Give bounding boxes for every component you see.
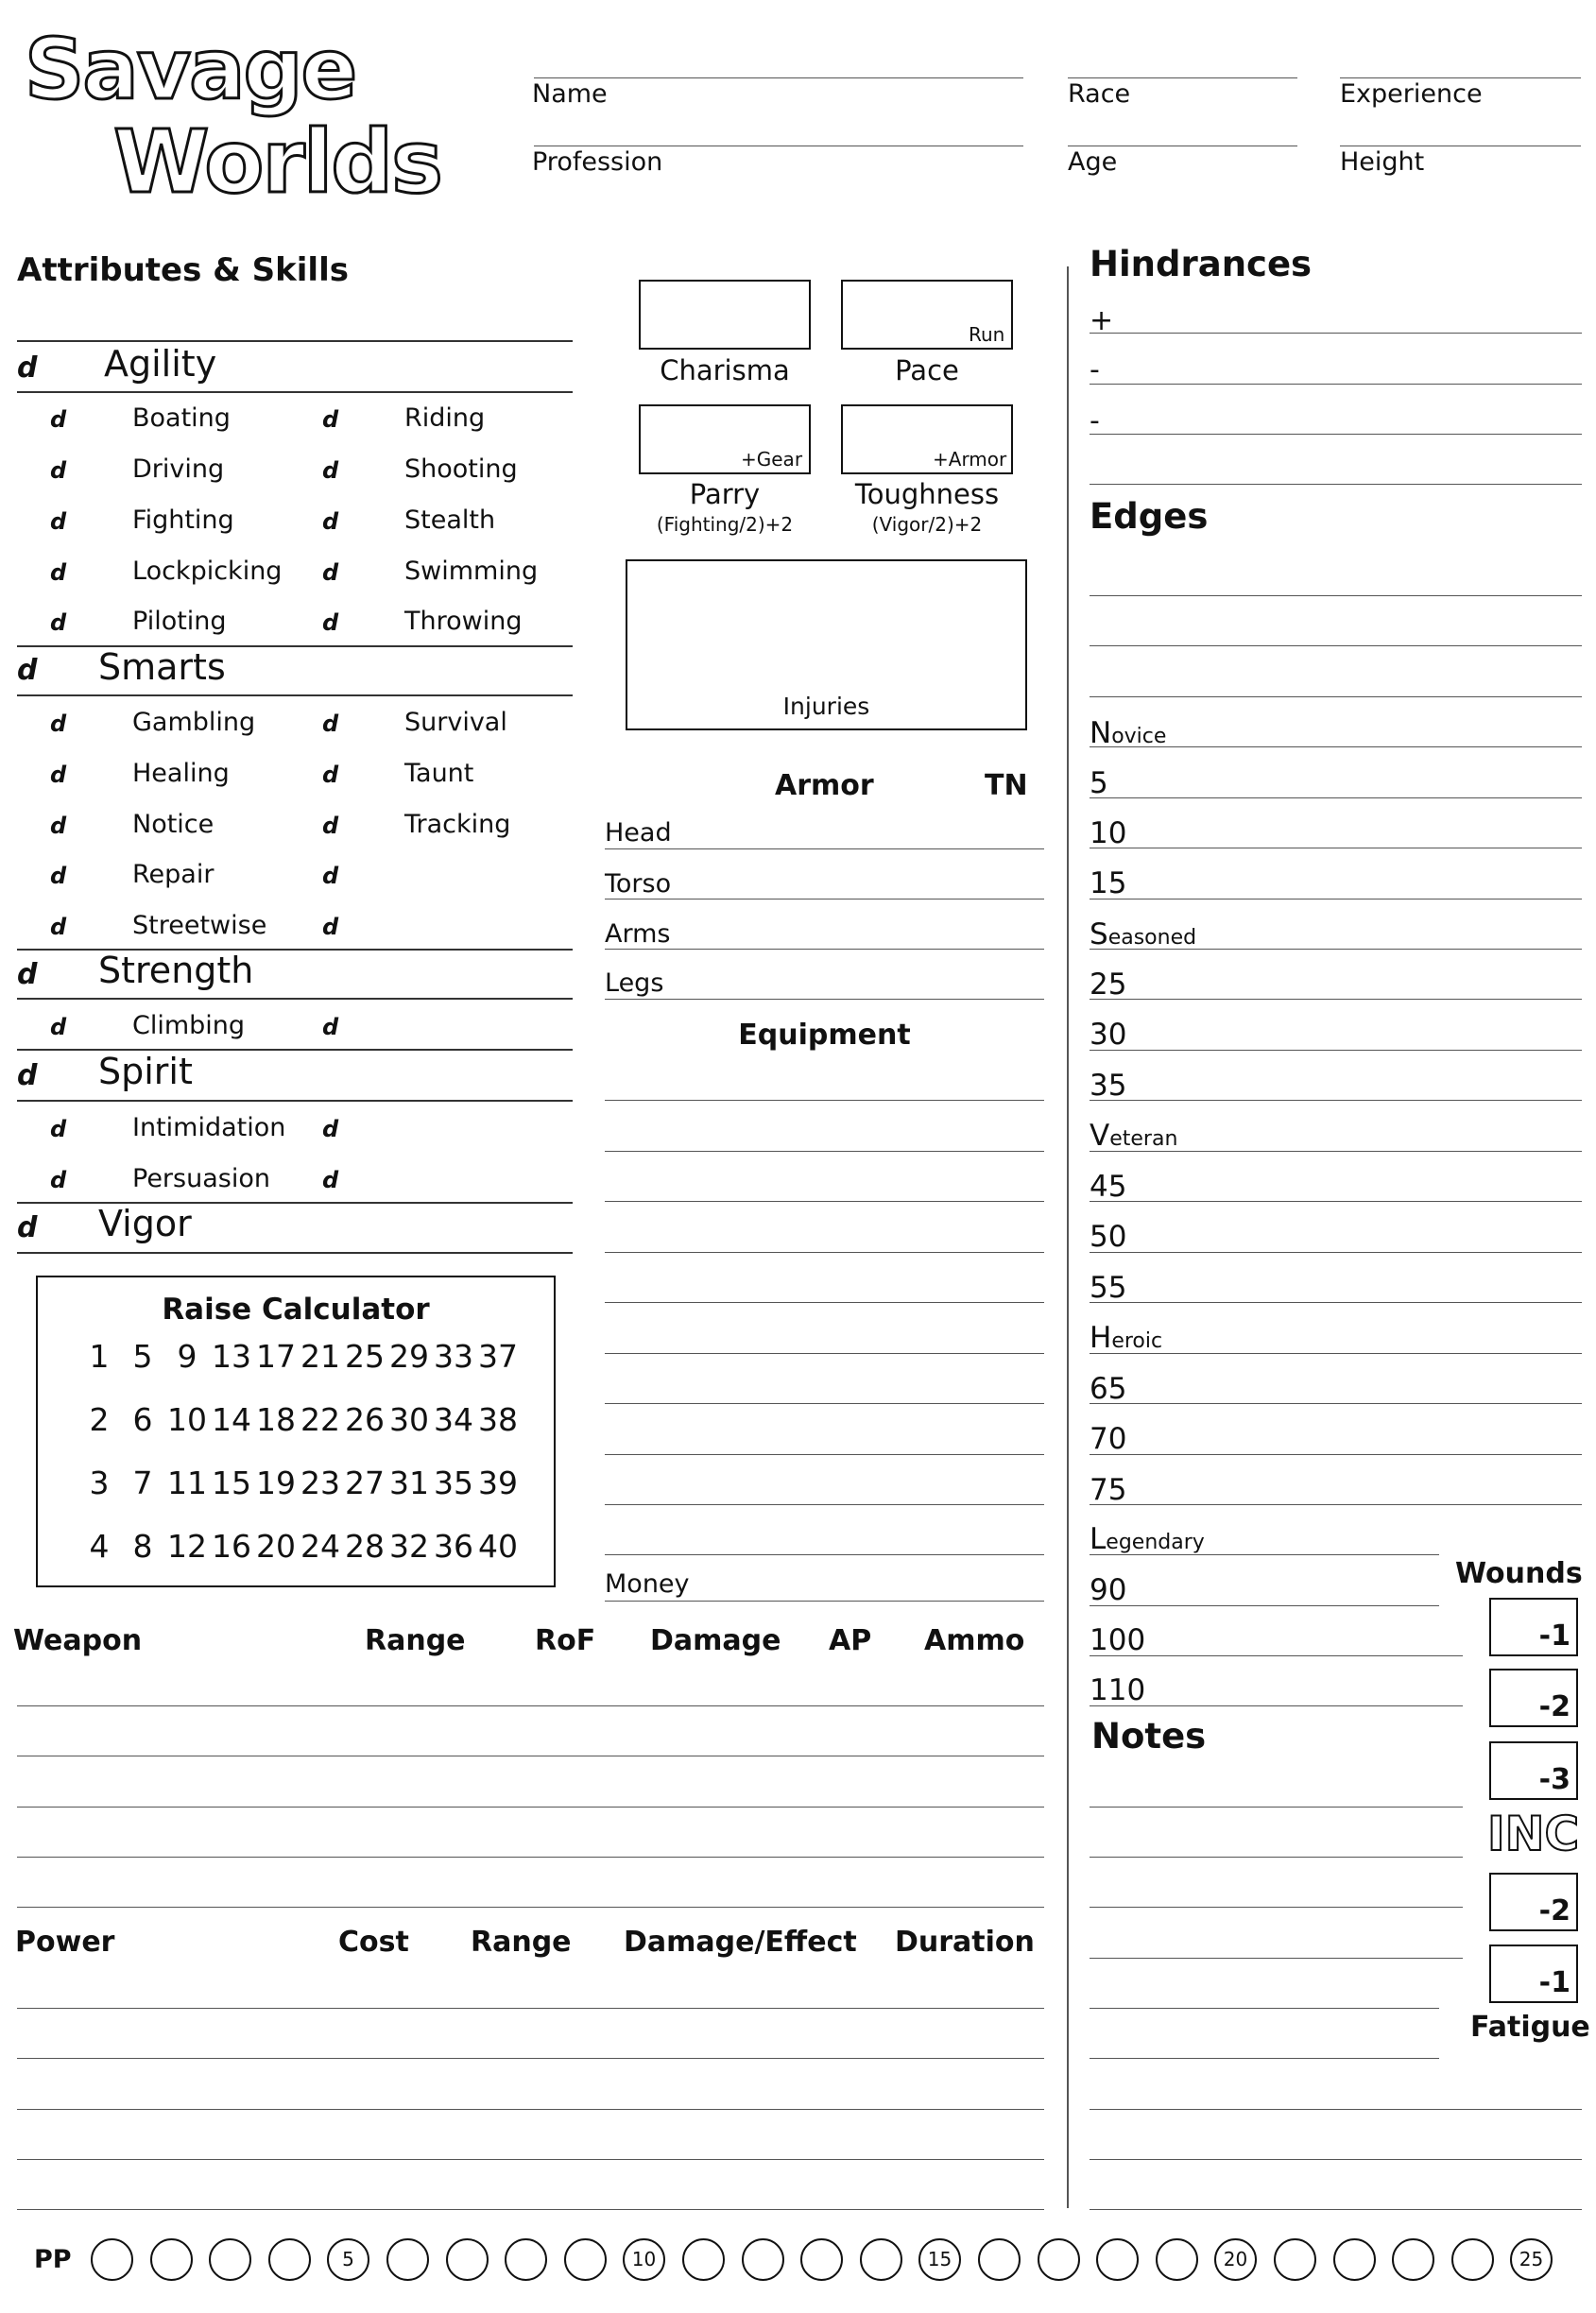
hindrance-line[interactable] <box>1090 434 1582 435</box>
hindrances-heading: Hindrances <box>1090 244 1313 284</box>
raise-number: 13 <box>212 1338 251 1375</box>
raise-number: 34 <box>434 1401 473 1438</box>
strength-label: Strength <box>98 950 254 991</box>
rank-rest: egendary <box>1106 1531 1205 1554</box>
power-point-circle[interactable] <box>268 2238 311 2281</box>
armor-arms-line[interactable] <box>605 949 1044 950</box>
raise-number: 25 <box>345 1338 385 1375</box>
wound-box-3[interactable] <box>1489 1741 1578 1800</box>
raise-number: 2 <box>89 1401 110 1438</box>
raise-number: 5 <box>132 1338 153 1375</box>
rank-rest: easoned <box>1107 926 1197 950</box>
skill-swimming: Swimming <box>404 557 539 586</box>
raise-number: 8 <box>132 1528 153 1565</box>
wounds-heading: Wounds <box>1455 1557 1583 1590</box>
power-line[interactable] <box>17 2008 1044 2009</box>
armor-legs-label: Legs <box>605 968 664 998</box>
edge-line[interactable] <box>1090 696 1582 697</box>
charisma-label: Charisma <box>660 354 790 386</box>
hindrance-major-mark: + <box>1090 304 1114 337</box>
fatigue-box-2[interactable] <box>1489 1873 1578 1931</box>
wound-penalty: -3 <box>1538 1763 1570 1796</box>
power-point-circle[interactable] <box>209 2238 251 2281</box>
skill-die[interactable]: d <box>322 762 339 788</box>
power-point-circle[interactable] <box>978 2238 1021 2281</box>
advance-xp: 30 <box>1090 1018 1127 1052</box>
column-divider <box>1067 266 1069 2208</box>
equipment-heading: Equipment <box>738 1019 911 1052</box>
spirit-die[interactable]: d <box>17 1059 38 1092</box>
power-point-circle[interactable]: 5 <box>327 2238 369 2281</box>
power-line[interactable] <box>17 2209 1044 2210</box>
advance-xp: 50 <box>1090 1220 1127 1254</box>
notes-line[interactable] <box>1090 1907 1463 1908</box>
notes-line[interactable] <box>1090 2209 1582 2210</box>
skill-die[interactable]: d <box>50 1167 67 1193</box>
skill-persuasion: Persuasion <box>132 1164 270 1193</box>
raise-number: 12 <box>167 1528 207 1565</box>
power-point-circle[interactable] <box>1096 2238 1139 2281</box>
injuries-label: Injuries <box>782 693 870 720</box>
advance-line[interactable] <box>1090 1100 1582 1101</box>
agility-label: Agility <box>104 343 217 385</box>
raise-number: 35 <box>434 1465 473 1501</box>
skill-piloting: Piloting <box>132 607 227 636</box>
weapon-line[interactable] <box>17 1857 1044 1858</box>
power-range-header: Range <box>471 1926 572 1959</box>
skill-fighting: Fighting <box>132 505 234 535</box>
power-line[interactable] <box>17 2159 1044 2160</box>
hindrance-minor-mark: - <box>1090 404 1100 437</box>
raise-number: 15 <box>212 1465 251 1501</box>
power-point-circle[interactable] <box>800 2238 843 2281</box>
raise-number: 6 <box>132 1401 153 1438</box>
skill-die[interactable]: d <box>322 1116 339 1142</box>
raise-number: 20 <box>256 1528 296 1565</box>
rank-rest: eteran <box>1109 1127 1178 1151</box>
power-line[interactable] <box>17 2109 1044 2110</box>
skill-die[interactable]: d <box>50 508 67 535</box>
skill-survival: Survival <box>404 708 507 737</box>
rank-veteran <box>1090 1119 1177 1153</box>
advance-line[interactable] <box>1090 1302 1582 1303</box>
equipment-line[interactable] <box>605 1403 1044 1404</box>
wound-penalty: -2 <box>1538 1690 1570 1723</box>
height-label: Height <box>1340 147 1425 177</box>
advance-line[interactable] <box>1090 1454 1582 1455</box>
skill-boating: Boating <box>132 403 231 433</box>
logo-savage: Savage <box>25 21 356 118</box>
armor-torso-line[interactable] <box>605 899 1044 900</box>
armor-heading: Armor <box>775 769 874 802</box>
raise-number: 14 <box>212 1401 251 1438</box>
fatigue-box-1[interactable] <box>1489 1945 1578 2003</box>
rank-heroic <box>1090 1321 1162 1355</box>
advance-xp: 55 <box>1090 1271 1127 1305</box>
run-label: Run <box>969 323 1005 346</box>
power-point-circle[interactable] <box>91 2238 133 2281</box>
experience-line[interactable] <box>1340 77 1581 78</box>
advance-xp: 100 <box>1090 1623 1146 1657</box>
strength-die[interactable]: d <box>17 958 38 991</box>
power-point-circle[interactable]: 25 <box>1510 2238 1553 2281</box>
raise-number: 36 <box>434 1528 473 1565</box>
wound-box-2[interactable] <box>1489 1669 1578 1727</box>
advance-line[interactable] <box>1090 1605 1439 1606</box>
skill-notice: Notice <box>132 810 215 839</box>
skill-repair: Repair <box>132 860 215 889</box>
power-point-circle[interactable] <box>446 2238 489 2281</box>
advance-xp: 15 <box>1090 866 1127 900</box>
name-line[interactable] <box>534 77 1023 78</box>
skill-die[interactable]: d <box>50 1116 67 1142</box>
advance-line[interactable] <box>1090 746 1582 747</box>
skill-throwing: Throwing <box>404 607 523 636</box>
skill-die[interactable]: d <box>50 914 67 940</box>
skill-tracking: Tracking <box>404 810 511 839</box>
profession-label: Profession <box>532 147 663 177</box>
advance-line[interactable] <box>1090 1050 1582 1051</box>
parry-gear-label: +Gear <box>741 448 803 471</box>
equipment-line[interactable] <box>605 1353 1044 1354</box>
skill-riding: Riding <box>404 403 486 433</box>
skill-gambling: Gambling <box>132 708 256 737</box>
toughness-formula: (Vigor/2)+2 <box>871 513 983 536</box>
notes-line[interactable] <box>1090 2159 1582 2160</box>
rank-initial: H <box>1090 1321 1112 1355</box>
advance-xp: 75 <box>1090 1473 1127 1507</box>
armor-torso-label: Torso <box>605 869 672 899</box>
equipment-line[interactable] <box>605 1201 1044 1202</box>
skill-die[interactable]: d <box>50 609 67 636</box>
toughness-armor-label: +Armor <box>933 448 1007 471</box>
rank-legendary <box>1090 1522 1205 1556</box>
power-point-circle[interactable] <box>1333 2238 1376 2281</box>
skill-die[interactable]: d <box>50 1014 67 1040</box>
power-point-circle[interactable] <box>742 2238 784 2281</box>
skill-die[interactable]: d <box>50 813 67 839</box>
notes-line[interactable] <box>1090 2109 1582 2110</box>
armor-head-line[interactable] <box>605 848 1044 849</box>
armor-arms-label: Arms <box>605 919 671 949</box>
tn-heading: TN <box>985 769 1028 802</box>
raise-number: 1 <box>89 1338 110 1375</box>
advance-line[interactable] <box>1090 1353 1582 1354</box>
power-point-circle[interactable] <box>1392 2238 1434 2281</box>
raise-number: 32 <box>389 1528 429 1565</box>
rank-novice <box>1090 716 1166 750</box>
skill-healing: Healing <box>132 759 230 788</box>
raise-number: 27 <box>345 1465 385 1501</box>
skill-die[interactable]: d <box>322 508 339 535</box>
cost-header: Cost <box>338 1926 409 1959</box>
advance-xp: 90 <box>1090 1573 1127 1607</box>
ammo-header: Ammo <box>924 1624 1025 1657</box>
hindrance-line[interactable] <box>1090 384 1582 385</box>
vigor-label: Vigor <box>98 1203 192 1244</box>
armor-legs-line[interactable] <box>605 999 1044 1000</box>
pace-label: Pace <box>895 354 959 386</box>
fatigue-heading: Fatigue <box>1470 2011 1590 2044</box>
armor-head-label: Head <box>605 818 672 848</box>
edge-line[interactable] <box>1090 645 1582 646</box>
skill-climbing: Climbing <box>132 1011 246 1040</box>
spirit-label: Spirit <box>98 1051 193 1092</box>
wound-penalty: -1 <box>1538 1619 1570 1653</box>
skill-lockpicking: Lockpicking <box>132 557 283 586</box>
raise-number: 33 <box>434 1338 473 1375</box>
advance-xp: 25 <box>1090 968 1127 1002</box>
toughness-label: Toughness <box>854 478 1000 510</box>
advance-xp: 70 <box>1090 1422 1127 1456</box>
advance-line[interactable] <box>1090 999 1582 1000</box>
equipment-line[interactable] <box>605 1302 1044 1303</box>
race-label: Race <box>1068 79 1131 109</box>
power-point-circle[interactable] <box>1038 2238 1080 2281</box>
power-point-circle[interactable]: 20 <box>1214 2238 1257 2281</box>
weapon-line[interactable] <box>17 1907 1044 1908</box>
raise-number: 37 <box>478 1338 518 1375</box>
advance-line[interactable] <box>1090 1655 1463 1656</box>
raise-number: 9 <box>177 1338 197 1375</box>
advance-xp: 45 <box>1090 1170 1127 1204</box>
notes-line[interactable] <box>1090 1958 1463 1959</box>
raise-number: 30 <box>389 1401 429 1438</box>
hindrance-minor-mark: - <box>1090 353 1100 386</box>
divider <box>17 391 573 393</box>
equipment-line[interactable] <box>605 1504 1044 1505</box>
weapon-line[interactable] <box>17 1807 1044 1808</box>
raise-number: 24 <box>300 1528 340 1565</box>
skill-stealth: Stealth <box>404 505 496 535</box>
rank-rest: eroic <box>1111 1329 1163 1353</box>
skill-die[interactable]: d <box>50 711 67 737</box>
age-label: Age <box>1068 147 1118 177</box>
skill-streetwise: Streetwise <box>132 911 267 940</box>
equipment-line[interactable] <box>605 1252 1044 1253</box>
raise-number: 29 <box>389 1338 429 1375</box>
rank-rest: ovice <box>1111 725 1167 748</box>
skill-die[interactable]: d <box>322 1167 339 1193</box>
notes-line[interactable] <box>1090 2058 1439 2059</box>
edges-heading: Edges <box>1090 496 1209 537</box>
vigor-die[interactable]: d <box>17 1211 38 1244</box>
name-label: Name <box>532 79 608 109</box>
skill-die[interactable]: d <box>50 762 67 788</box>
range-header: Range <box>365 1624 466 1657</box>
skill-driving: Driving <box>132 454 225 484</box>
power-point-circle[interactable] <box>505 2238 547 2281</box>
hindrance-line[interactable] <box>1090 333 1582 334</box>
ap-header: AP <box>829 1624 872 1657</box>
rof-header: RoF <box>535 1624 596 1657</box>
power-point-circle[interactable] <box>386 2238 429 2281</box>
power-header: Power <box>15 1926 115 1959</box>
raise-number: 3 <box>89 1465 110 1501</box>
rank-initial: L <box>1090 1522 1107 1556</box>
skill-die[interactable]: d <box>322 457 339 484</box>
notes-line[interactable] <box>1090 1807 1463 1808</box>
advance-line[interactable] <box>1090 1151 1582 1152</box>
weapon-line[interactable] <box>17 1705 1044 1706</box>
parry-formula: (Fighting/2)+2 <box>656 513 794 536</box>
smarts-die[interactable]: d <box>17 654 38 687</box>
skill-die[interactable]: d <box>322 559 339 586</box>
raise-number: 23 <box>300 1465 340 1501</box>
weapon-header: Weapon <box>13 1624 143 1657</box>
skill-die[interactable]: d <box>50 863 67 889</box>
logo-worlds: Worlds <box>113 111 441 213</box>
advance-line[interactable] <box>1090 797 1582 798</box>
fatigue-penalty: -1 <box>1538 1966 1570 1999</box>
damage-header: Damage <box>650 1624 781 1657</box>
equipment-line[interactable] <box>605 1151 1044 1152</box>
smarts-label: Smarts <box>98 646 226 688</box>
skill-shooting: Shooting <box>404 454 518 484</box>
power-point-circle[interactable] <box>1451 2238 1494 2281</box>
raise-number: 38 <box>478 1401 518 1438</box>
charisma-box[interactable] <box>639 280 811 350</box>
raise-number: 7 <box>132 1465 153 1501</box>
hindrance-line[interactable] <box>1090 484 1582 485</box>
divider <box>17 1100 573 1102</box>
notes-line[interactable] <box>1090 2008 1439 2009</box>
skill-die[interactable]: d <box>50 406 67 433</box>
advance-line[interactable] <box>1090 1201 1582 1202</box>
advance-xp: 5 <box>1090 766 1108 800</box>
power-point-circle[interactable]: 15 <box>918 2238 961 2281</box>
agility-die[interactable]: d <box>17 351 38 385</box>
advance-xp: 10 <box>1090 816 1127 850</box>
advance-xp: 65 <box>1090 1372 1127 1406</box>
damage-effect-header: Damage/Effect <box>624 1926 857 1959</box>
advance-xp: 110 <box>1090 1673 1146 1707</box>
notes-line[interactable] <box>1090 1857 1463 1858</box>
edge-line[interactable] <box>1090 595 1582 596</box>
skill-die[interactable]: d <box>50 559 67 586</box>
power-point-circle[interactable]: 10 <box>623 2238 665 2281</box>
advance-line[interactable] <box>1090 1252 1582 1253</box>
skill-die[interactable]: d <box>322 1014 339 1040</box>
power-point-circle[interactable] <box>682 2238 725 2281</box>
raise-number: 11 <box>167 1465 207 1501</box>
raise-number: 28 <box>345 1528 385 1565</box>
parry-label: Parry <box>689 478 761 510</box>
equipment-line[interactable] <box>605 1454 1044 1455</box>
rank-initial: N <box>1090 716 1112 750</box>
money-line[interactable] <box>605 1601 1044 1602</box>
race-line[interactable] <box>1068 77 1297 78</box>
skill-die[interactable]: d <box>322 914 339 940</box>
power-point-circle[interactable] <box>1156 2238 1198 2281</box>
advance-line[interactable] <box>1090 899 1582 900</box>
raise-number: 4 <box>89 1528 110 1565</box>
divider <box>17 1252 573 1254</box>
power-point-circle[interactable] <box>564 2238 607 2281</box>
divider <box>17 694 573 696</box>
raise-number: 22 <box>300 1401 340 1438</box>
skill-die[interactable]: d <box>50 457 67 484</box>
notes-heading: Notes <box>1091 1716 1207 1756</box>
advance-xp: 35 <box>1090 1069 1127 1103</box>
skill-intimidation: Intimidation <box>132 1113 286 1142</box>
experience-label: Experience <box>1340 79 1483 109</box>
raise-number: 21 <box>300 1338 340 1375</box>
rank-seasoned <box>1090 917 1196 951</box>
raise-number: 40 <box>478 1528 518 1565</box>
rank-initial: V <box>1090 1119 1110 1153</box>
raise-number: 16 <box>212 1528 251 1565</box>
pp-label: PP <box>34 2245 72 2274</box>
raise-number: 18 <box>256 1401 296 1438</box>
power-line[interactable] <box>17 2058 1044 2059</box>
divider <box>17 340 573 342</box>
skill-die[interactable]: d <box>322 863 339 889</box>
fatigue-penalty: -2 <box>1538 1894 1570 1928</box>
raise-number: 39 <box>478 1465 518 1501</box>
power-point-circle[interactable] <box>1274 2238 1316 2281</box>
equipment-line[interactable] <box>605 1554 1044 1555</box>
raise-calculator-title: Raise Calculator <box>162 1293 430 1327</box>
skill-die[interactable]: d <box>322 813 339 839</box>
raise-number: 10 <box>167 1401 207 1438</box>
raise-number: 19 <box>256 1465 296 1501</box>
advance-line[interactable] <box>1090 1554 1439 1555</box>
wound-box-1[interactable] <box>1489 1598 1578 1656</box>
equipment-line[interactable] <box>605 1100 1044 1101</box>
skill-taunt: Taunt <box>404 759 474 788</box>
skill-die[interactable]: d <box>322 711 339 737</box>
rank-initial: S <box>1090 917 1108 951</box>
raise-number: 17 <box>256 1338 296 1375</box>
advance-line[interactable] <box>1090 949 1582 950</box>
advance-line[interactable] <box>1090 1705 1463 1706</box>
skill-die[interactable]: d <box>322 406 339 433</box>
incapacitated-label: INC <box>1487 1807 1580 1861</box>
duration-header: Duration <box>895 1926 1035 1959</box>
attributes-skills-heading: Attributes & Skills <box>17 251 349 289</box>
divider <box>17 998 573 1000</box>
skill-die[interactable]: d <box>322 609 339 636</box>
advance-line[interactable] <box>1090 1403 1582 1404</box>
raise-number: 31 <box>389 1465 429 1501</box>
money-label: Money <box>605 1569 690 1599</box>
power-point-circle[interactable] <box>150 2238 193 2281</box>
advance-line[interactable] <box>1090 1504 1582 1505</box>
power-point-circle[interactable] <box>860 2238 902 2281</box>
raise-number: 26 <box>345 1401 385 1438</box>
